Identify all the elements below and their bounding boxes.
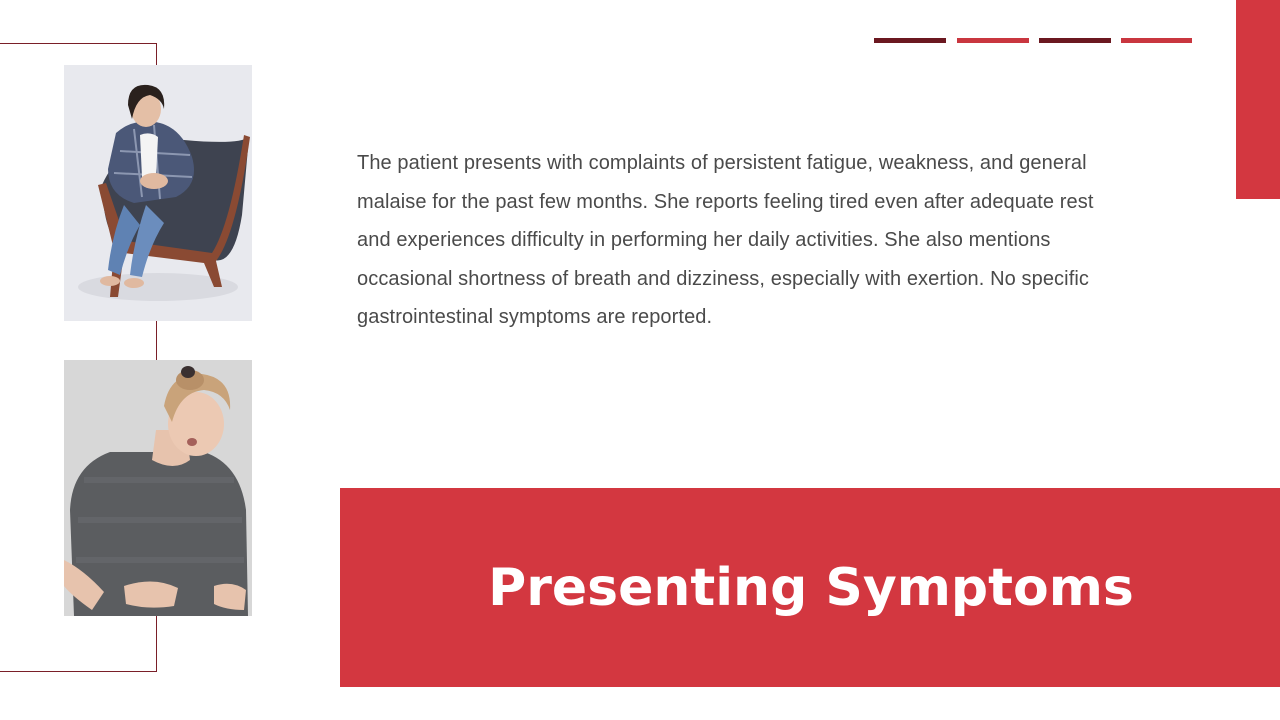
accent-dash-2 [957, 38, 1029, 43]
photo-woman-holding-stomach [64, 360, 252, 616]
photo-woman-in-chair [64, 65, 252, 321]
symptoms-description: The patient presents with complaints of persistent fatigue, weakness, and general malaise for the past few months. She reports feeling tired even after adequate rest and experiences difficulty in performing her daily activities. She also mentions occasional shortness of breath and dizziness, especially with exertion. No specific gastrointestinal symptoms are reported. [357, 152, 1094, 328]
accent-dash-4 [1121, 38, 1192, 43]
slide-title: Presenting Symptoms [488, 558, 1134, 618]
accent-dash-3 [1039, 38, 1111, 43]
title-band [340, 488, 1280, 687]
side-accent-bar [1236, 0, 1280, 199]
woman-holding-stomach-image [64, 360, 252, 616]
woman-in-chair-image [64, 65, 252, 321]
accent-dash-1 [874, 38, 946, 43]
